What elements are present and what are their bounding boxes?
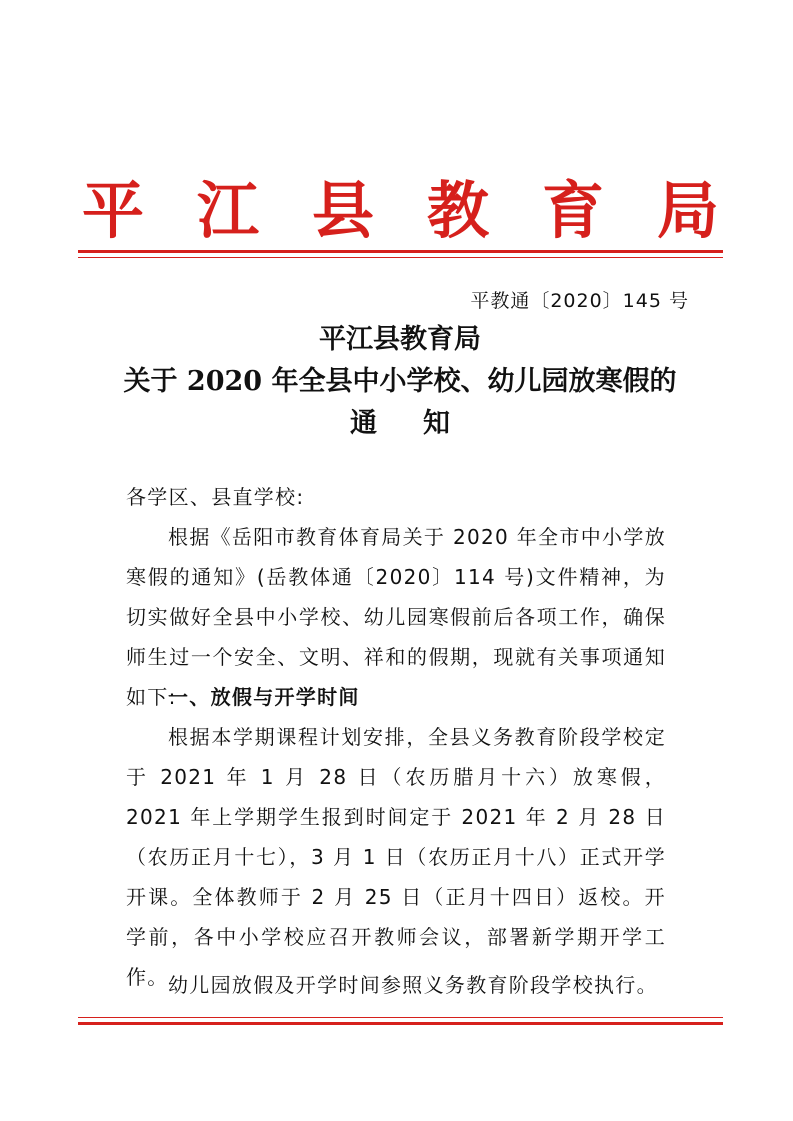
paragraph-3: 幼儿园放假及开学时间参照义务教育阶段学校执行。 <box>168 973 658 997</box>
masthead-char: 教 <box>426 174 489 247</box>
masthead-char: 育 <box>541 174 604 247</box>
masthead-char: 江 <box>196 174 259 247</box>
masthead-title <box>78 176 723 246</box>
masthead-char: 局 <box>656 174 719 247</box>
title-line-2: 关于 2020 年全县中小学校、幼儿园放寒假的 <box>123 366 677 397</box>
masthead-char: 平 <box>81 174 144 247</box>
title-line-3: 通知 <box>350 408 496 439</box>
section-heading-1: 一、放假与开学时间 <box>168 685 360 709</box>
footer-divider <box>78 1017 723 1025</box>
paragraph-2: 根据本学期课程计划安排，全县义务教育阶段学校定于 2021 年 1 月 28 日（农历腊月十六）放寒假，2021 年上学期学生报到时间定于 2021 年 2 月 28 日（农历正月十七），3 月 1 日（农历正月十八）正式开学开课。全体教师于 2 月 25 日（正月十四日）返校。开学前，各中小学校应召开教师会议，部署新学期开学工作。 <box>126 725 666 989</box>
salutation: 各学区、县直学校: <box>126 485 305 509</box>
paragraph-1: 根据《岳阳市教育体育局关于 2020 年全市中小学放寒假的通知》(岳教体通〔2020〕114 号)文件精神，为切实做好全县中小学校、幼儿园寒假前后各项工作，确保师生过一个安全、文明、祥和的假期，现就有关事项通知如下: <box>126 525 666 709</box>
document-number: 平教通〔2020〕145 号 <box>470 290 689 312</box>
title-line-1: 平江县教育局 <box>319 324 481 355</box>
masthead-divider <box>78 250 723 258</box>
masthead-char: 县 <box>311 174 374 247</box>
